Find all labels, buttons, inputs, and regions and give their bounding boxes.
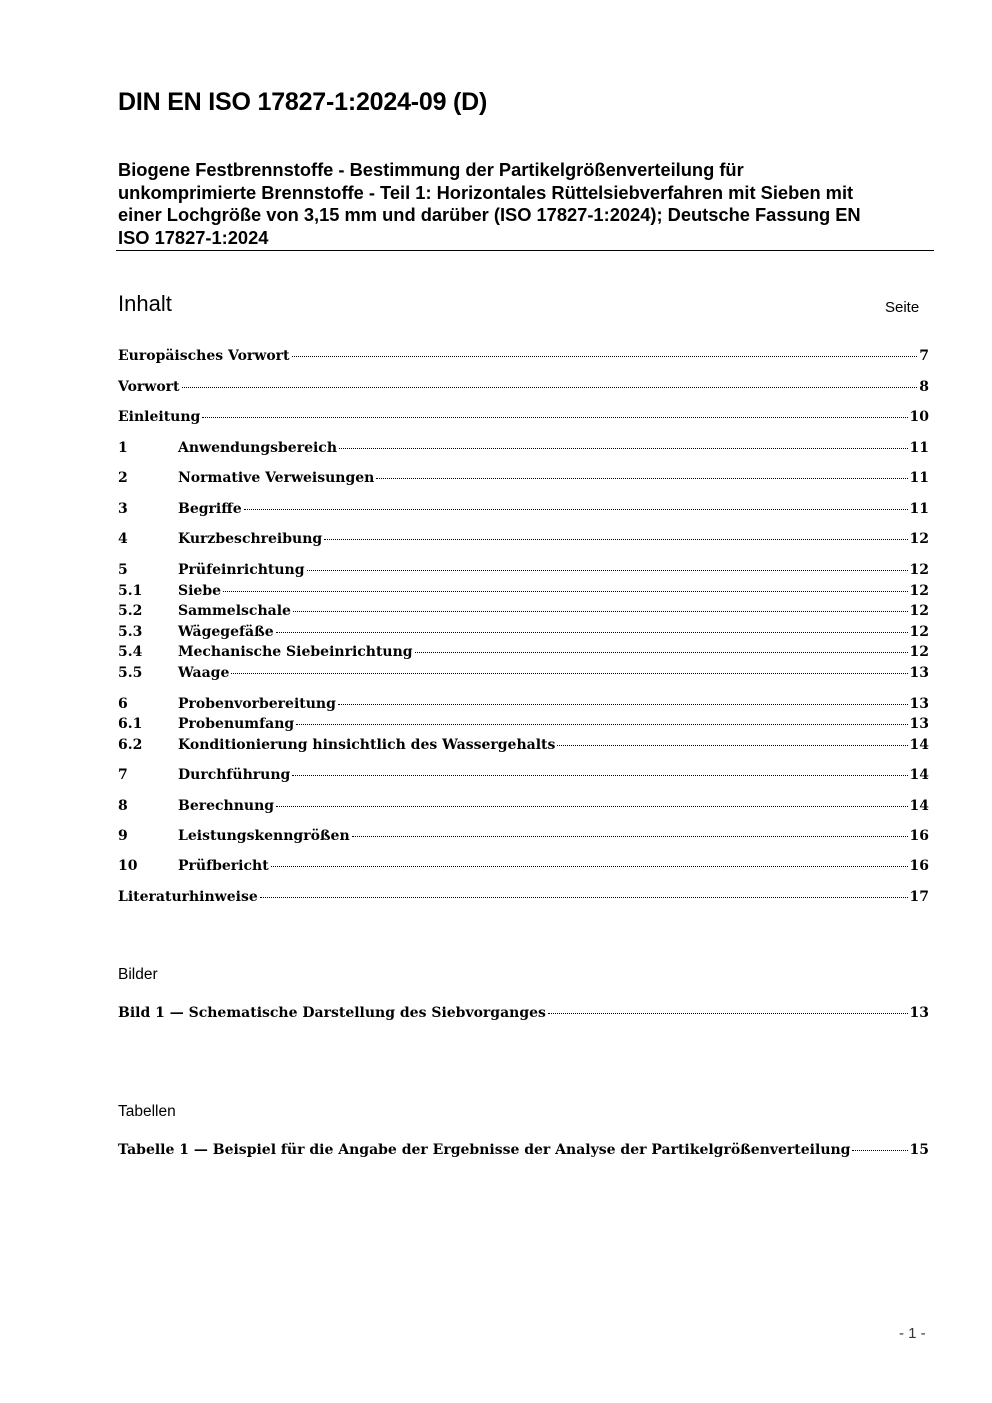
toc-entry[interactable] bbox=[118, 889, 929, 909]
toc-entry-title: Siebe bbox=[178, 583, 222, 599]
toc-entry-page: 13 bbox=[909, 696, 929, 712]
toc-entry-page: 12 bbox=[909, 603, 929, 619]
toc-entry[interactable] bbox=[118, 858, 929, 878]
toc-entry-page: 16 bbox=[909, 858, 929, 874]
toc-leader-dots bbox=[557, 745, 907, 746]
toc-entry-title: Konditionierung hinsichtlich des Wassergehalts bbox=[178, 737, 556, 753]
toc-leader-dots bbox=[376, 478, 907, 479]
toc-entry[interactable] bbox=[118, 409, 929, 429]
toc-entry[interactable] bbox=[118, 531, 929, 551]
toc-entry[interactable] bbox=[118, 624, 929, 644]
toc-entry-page: 13 bbox=[909, 1005, 929, 1021]
toc-entry[interactable] bbox=[118, 440, 929, 460]
toc-entry-title: Waage bbox=[178, 665, 230, 681]
toc-entry-page: 12 bbox=[909, 644, 929, 660]
toc-entry-title: Probenumfang bbox=[178, 716, 295, 732]
page-number: - 1 - bbox=[899, 1325, 926, 1342]
toc-entry-number: 5.5 bbox=[118, 665, 143, 681]
toc-entry[interactable] bbox=[118, 696, 929, 716]
toc-entry-number: 5.2 bbox=[118, 603, 143, 619]
toc-entry-title: Berechnung bbox=[178, 798, 275, 814]
toc-leader-dots bbox=[182, 387, 918, 388]
toc-leader-dots bbox=[852, 1150, 907, 1151]
toc-entry-number: 1 bbox=[118, 440, 128, 456]
toc-entry-title: Anwendungsbereich bbox=[178, 440, 337, 456]
toc-leader-dots bbox=[223, 591, 907, 592]
toc-entry-number: 9 bbox=[118, 828, 128, 844]
toc-leader-dots bbox=[293, 611, 908, 612]
toc-entry-number: 5 bbox=[118, 562, 128, 578]
toc-entry-number: 5.3 bbox=[118, 624, 143, 640]
toc-leader-dots bbox=[276, 806, 907, 807]
toc-entry[interactable] bbox=[118, 470, 929, 490]
document-title-line: Biogene Festbrennstoffe - Bestimmung der Partikelgrößenverteilung für bbox=[118, 159, 744, 180]
toc-entry[interactable] bbox=[118, 562, 929, 582]
document-title bbox=[118, 159, 938, 249]
toc-entry-page: 17 bbox=[909, 889, 929, 905]
toc-entry-title: Prüfeinrichtung bbox=[178, 562, 305, 578]
toc-entry[interactable] bbox=[118, 1005, 929, 1025]
toc-entry[interactable] bbox=[118, 583, 929, 603]
document-title-line: unkomprimierte Brennstoffe - Teil 1: Horizontales Rüttelsiebverfahren mit Sieben mit bbox=[118, 181, 854, 203]
toc-entry-page: 14 bbox=[909, 798, 929, 814]
document-title-line: ISO 17827-1:2024 bbox=[118, 226, 269, 248]
toc-entry[interactable] bbox=[118, 501, 929, 521]
toc-entry-number: 10 bbox=[118, 858, 138, 874]
toc-leader-dots bbox=[352, 836, 908, 837]
toc-entry-title: Wägegefäße bbox=[178, 624, 274, 640]
toc-entry-title: Prüfbericht bbox=[178, 858, 269, 874]
toc-entry-page: 8 bbox=[919, 379, 929, 395]
toc-entry-title: Einleitung bbox=[118, 409, 201, 425]
toc-leader-dots bbox=[260, 897, 908, 898]
toc-entry-title: Begriffe bbox=[178, 501, 242, 517]
toc-leader-dots bbox=[415, 652, 908, 653]
toc-entry[interactable] bbox=[118, 716, 929, 736]
toc-leader-dots bbox=[271, 866, 908, 867]
toc-entry[interactable] bbox=[118, 767, 929, 787]
toc-entry-title: Probenvorbereitung bbox=[178, 696, 336, 712]
toc-leader-dots bbox=[276, 632, 908, 633]
toc-entry-title: Sammelschale bbox=[178, 603, 291, 619]
toc-entry-page: 15 bbox=[909, 1142, 929, 1158]
toc-leader-dots bbox=[292, 775, 907, 776]
toc-entry-page: 12 bbox=[909, 562, 929, 578]
toc-entry-number: 5.1 bbox=[118, 583, 143, 599]
toc-entry-number: 5.4 bbox=[118, 644, 143, 660]
toc-leader-dots bbox=[231, 673, 907, 674]
toc-entry[interactable] bbox=[118, 798, 929, 818]
toc-entry-title: Vorwort bbox=[118, 379, 180, 395]
toc-leader-dots bbox=[202, 417, 907, 418]
toc-entry-number: 4 bbox=[118, 531, 128, 547]
toc-entry-page: 14 bbox=[909, 737, 929, 753]
toc-entry[interactable] bbox=[118, 665, 929, 685]
toc-leader-dots bbox=[324, 539, 907, 540]
toc-leader-dots bbox=[296, 724, 907, 725]
toc-heading: Inhalt bbox=[118, 291, 172, 316]
toc-page-column-label: Seite bbox=[885, 299, 920, 316]
toc-entry-number: 6 bbox=[118, 696, 128, 712]
toc-entry-title: Normative Verweisungen bbox=[178, 470, 375, 486]
toc-entry-title: Mechanische Siebeinrichtung bbox=[178, 644, 413, 660]
toc-entry-page: 11 bbox=[909, 501, 929, 517]
toc-entry[interactable] bbox=[118, 603, 929, 623]
toc-entry-title: Durchführung bbox=[178, 767, 291, 783]
title-divider bbox=[116, 250, 934, 251]
toc-entry-page: 10 bbox=[909, 409, 929, 425]
toc-entry-title: Tabelle 1 — Beispiel für die Angabe der Ergebnisse der Analyse der Partikelgrößenverteilung bbox=[118, 1142, 851, 1158]
toc-leader-dots bbox=[292, 356, 918, 357]
toc-entry-title: Kurzbeschreibung bbox=[178, 531, 323, 547]
toc-entry[interactable] bbox=[118, 828, 929, 848]
toc-entry-page: 11 bbox=[909, 470, 929, 486]
toc-entry-title: Bild 1 — Schematische Darstellung des Siebvorganges bbox=[118, 1005, 546, 1021]
toc-entry-title: Leistungskenngrößen bbox=[178, 828, 350, 844]
tables-heading: Tabellen bbox=[118, 1103, 176, 1120]
toc-leader-dots bbox=[244, 509, 908, 510]
toc-entry-number: 2 bbox=[118, 470, 128, 486]
toc-entry-page: 14 bbox=[909, 767, 929, 783]
toc-entry-page: 16 bbox=[909, 828, 929, 844]
toc-entry[interactable] bbox=[118, 379, 929, 399]
figures-heading: Bilder bbox=[118, 966, 158, 983]
toc-entry[interactable] bbox=[118, 348, 929, 368]
toc-entry-page: 13 bbox=[909, 716, 929, 732]
toc-leader-dots bbox=[307, 570, 908, 571]
toc-entry-page: 12 bbox=[909, 531, 929, 547]
toc-entry-number: 8 bbox=[118, 798, 128, 814]
toc-entry-page: 11 bbox=[909, 440, 929, 456]
toc-leader-dots bbox=[339, 448, 908, 449]
document-id: DIN EN ISO 17827-1:2024-09 (D) bbox=[118, 88, 488, 116]
toc-entry-number: 3 bbox=[118, 501, 128, 517]
toc-leader-dots bbox=[338, 704, 908, 705]
toc-entry[interactable] bbox=[118, 1142, 929, 1162]
toc-entry-number: 6.1 bbox=[118, 716, 143, 732]
toc-entry-page: 13 bbox=[909, 665, 929, 681]
toc-entry-title: Literaturhinweise bbox=[118, 889, 258, 905]
toc-entry[interactable] bbox=[118, 644, 929, 664]
document-title-line: einer Lochgröße von 3,15 mm und darüber (ISO 17827-1:2024); Deutsche Fassung EN bbox=[118, 204, 861, 225]
toc-entry-number: 6.2 bbox=[118, 737, 143, 753]
toc-entry-page: 12 bbox=[909, 583, 929, 599]
toc-entry-title: Europäisches Vorwort bbox=[118, 348, 290, 364]
toc-leader-dots bbox=[548, 1013, 908, 1014]
toc-entry-page: 7 bbox=[919, 348, 929, 364]
toc-entry-page: 12 bbox=[909, 624, 929, 640]
toc-entry[interactable] bbox=[118, 737, 929, 757]
toc-entry-number: 7 bbox=[118, 767, 128, 783]
